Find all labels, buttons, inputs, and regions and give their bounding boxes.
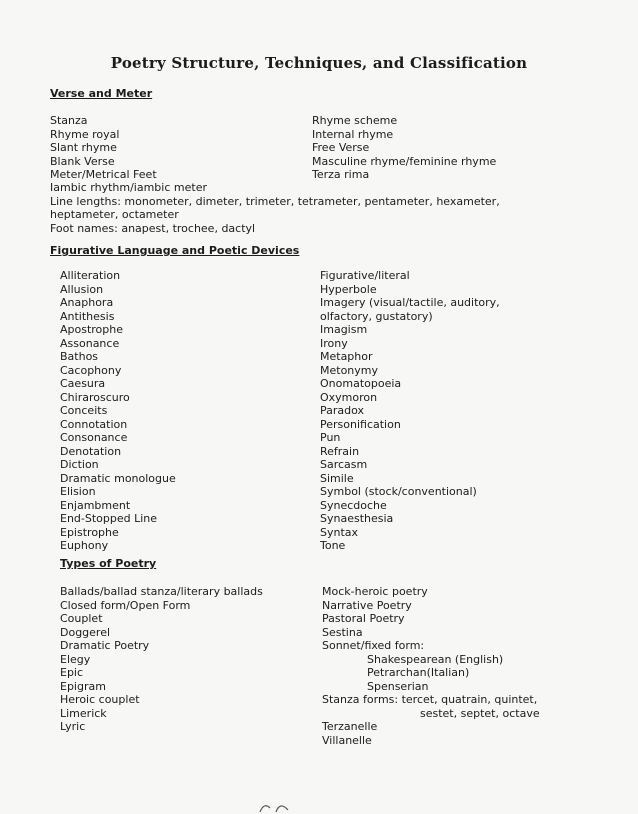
list-item: Lyric bbox=[60, 720, 86, 733]
list-item: Mock-heroic poetry bbox=[322, 585, 428, 598]
list-item: sestet, septet, octave bbox=[420, 706, 540, 720]
list-item: Blank Verse bbox=[50, 154, 115, 168]
list-item: Terza rima bbox=[312, 168, 370, 181]
list-item: Conceits bbox=[60, 404, 108, 417]
list-item: Antithesis bbox=[60, 309, 115, 323]
list-item: Narrative Poetry bbox=[322, 598, 412, 612]
list-item: Connotation bbox=[60, 417, 128, 431]
list-item: Allusion bbox=[60, 282, 104, 296]
list-item: Internal rhyme bbox=[312, 127, 394, 141]
list-item: Tone bbox=[320, 539, 346, 552]
list-item: Pastoral Poetry bbox=[322, 612, 405, 625]
verse-left-column bbox=[50, 114, 157, 182]
list-item: Stanza forms: tercet, quatrain, quintet, bbox=[322, 693, 538, 706]
text-line: Line lengths: monometer, dimeter, trimeter, tetrameter, pentameter, hexameter, bbox=[50, 194, 500, 208]
verse-right-column bbox=[312, 114, 496, 182]
list-item: Rhyme royal bbox=[50, 127, 120, 141]
list-item: Masculine rhyme/feminine rhyme bbox=[312, 154, 497, 168]
list-item: Anaphora bbox=[60, 296, 114, 309]
list-item: Spenserian bbox=[367, 679, 429, 693]
list-item: Sonnet/fixed form: bbox=[322, 639, 425, 652]
list-item: Metonymy bbox=[320, 363, 379, 377]
list-item: Heroic couplet bbox=[60, 693, 140, 706]
list-item: Elegy bbox=[60, 652, 91, 666]
list-item: Petrarchan(Italian) bbox=[367, 666, 470, 679]
list-item: Syntax bbox=[320, 525, 359, 539]
list-item: Epic bbox=[60, 666, 84, 679]
list-item: Bathos bbox=[60, 350, 99, 363]
list-item: Euphony bbox=[60, 539, 109, 552]
list-item: Enjambment bbox=[60, 498, 131, 512]
list-item: Synaesthesia bbox=[320, 512, 394, 525]
figurative-left-column bbox=[60, 269, 176, 553]
list-item: Stanza bbox=[50, 114, 88, 127]
list-item: Onomatopoeia bbox=[320, 377, 402, 390]
list-item: End-Stopped Line bbox=[60, 512, 158, 525]
list-item: Metaphor bbox=[320, 350, 373, 363]
section-heading-types: Types of Poetry bbox=[60, 557, 157, 570]
list-item: Irony bbox=[320, 336, 348, 350]
list-item: Rhyme scheme bbox=[312, 114, 398, 127]
figurative-right-column bbox=[320, 269, 500, 553]
list-item: Oxymoron bbox=[320, 390, 378, 404]
types-right-column bbox=[322, 585, 540, 747]
list-item: Denotation bbox=[60, 444, 122, 458]
text-line: Foot names: anapest, trochee, dactyl bbox=[50, 221, 256, 235]
list-item: olfactory, gustatory) bbox=[320, 309, 433, 323]
list-item: Paradox bbox=[320, 404, 365, 417]
list-item: Personification bbox=[320, 417, 401, 431]
list-item: Closed form/Open Form bbox=[60, 598, 191, 612]
section-heading-figurative: Figurative Language and Poetic Devices bbox=[50, 244, 300, 257]
list-item: Imagery (visual/tactile, auditory, bbox=[320, 296, 500, 309]
list-item: Limerick bbox=[60, 706, 107, 720]
list-item: Ballads/ballad stanza/literary ballads bbox=[60, 585, 263, 598]
list-item: Doggerel bbox=[60, 625, 111, 639]
list-item: Cacophony bbox=[60, 363, 122, 377]
list-item: Pun bbox=[320, 431, 341, 444]
list-item: Refrain bbox=[320, 444, 360, 458]
list-item: Imagism bbox=[320, 323, 368, 336]
section-heading-verse: Verse and Meter bbox=[50, 87, 153, 100]
page-title: Poetry Structure, Techniques, and Classification bbox=[110, 54, 528, 72]
list-item: Epigram bbox=[60, 679, 106, 693]
list-item: Alliteration bbox=[60, 269, 121, 282]
list-item: Figurative/literal bbox=[320, 269, 410, 282]
text-line: Iambic rhythm/iambic meter bbox=[50, 181, 207, 194]
list-item: Villanelle bbox=[322, 733, 372, 747]
types-left-column bbox=[60, 585, 263, 734]
list-item: Synecdoche bbox=[320, 498, 387, 512]
list-item: Caesura bbox=[60, 377, 106, 390]
list-item: Couplet bbox=[60, 612, 103, 625]
list-item: Meter/Metrical Feet bbox=[50, 168, 157, 181]
list-item: Shakespearean (English) bbox=[367, 652, 504, 666]
list-item: Free Verse bbox=[312, 141, 370, 154]
verse-lines bbox=[50, 181, 500, 235]
list-item: Apostrophe bbox=[60, 323, 124, 336]
list-item: Sarcasm bbox=[320, 458, 368, 471]
list-item: Dramatic monologue bbox=[60, 471, 176, 485]
list-item: Diction bbox=[60, 458, 99, 471]
list-item: Terzanelle bbox=[322, 720, 378, 733]
list-item: Slant rhyme bbox=[50, 141, 117, 154]
list-item: Elision bbox=[60, 485, 96, 498]
list-item: Epistrophe bbox=[60, 525, 119, 539]
list-item: Chiraroscuro bbox=[60, 390, 130, 404]
list-item: Sestina bbox=[322, 625, 363, 639]
text-line: heptameter, octameter bbox=[50, 208, 179, 221]
list-item: Symbol (stock/conventional) bbox=[320, 485, 477, 498]
list-item: Assonance bbox=[60, 336, 120, 350]
list-item: Simile bbox=[320, 471, 354, 485]
list-item: Hyperbole bbox=[320, 282, 377, 296]
list-item: Dramatic Poetry bbox=[60, 639, 150, 652]
list-item: Consonance bbox=[60, 431, 128, 444]
